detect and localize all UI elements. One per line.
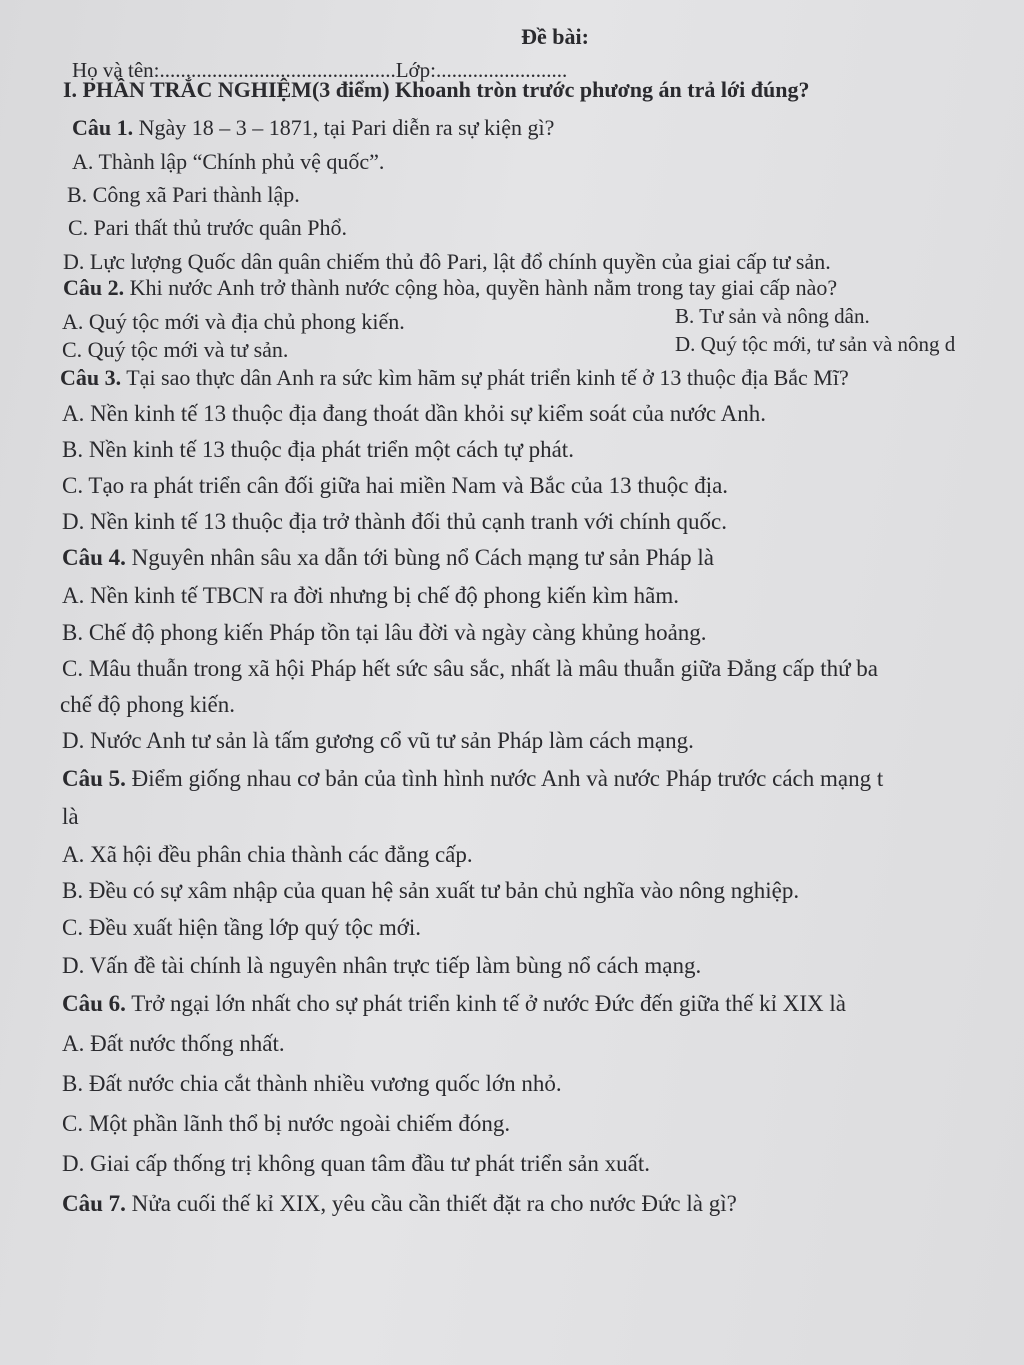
q1-option-b: B. Công xã Pari thành lập. [67,182,300,207]
question-7-text: Nửa cuối thế kỉ XIX, yêu cầu cần thiết đặt ra cho nước Đức là gì? [125,1191,737,1216]
question-5-label: Câu 5. [62,766,126,791]
question-5-text: Điểm giống nhau cơ bản của tình hình nước Anh và nước Pháp trước cách mạng t [125,766,884,791]
q2-option-c: C. Quý tộc mới và tư sản. [62,337,289,362]
q6-option-c: C. Một phần lãnh thổ bị nước ngoài chiếm đóng. [62,1111,511,1136]
question-4-text: Nguyên nhân sâu xa dẫn tới bùng nổ Cách mạng tư sản Pháp là [125,545,714,570]
question-7-label: Câu 7. [62,1191,126,1216]
q4-option-a: A. Nền kinh tế TBCN ra đời nhưng bị chế độ phong kiến kìm hãm. [62,583,680,608]
question-6-text: Trở ngại lớn nhất cho sự phát triển kinh tế ở nước Đức đến giữa thế kỉ XIX là [125,991,846,1016]
q2-option-b: B. Tư sản và nông dân. [675,304,870,328]
q6-option-b: B. Đất nước chia cắt thành nhiều vương quốc lớn nhỏ. [62,1071,562,1096]
q1-option-c: C. Pari thất thủ trước quân Phổ. [68,215,347,240]
q1-option-a: A. Thành lập “Chính phủ vệ quốc”. [72,149,385,174]
question-1 [72,114,554,142]
q3-option-c: C. Tạo ra phát triển cân đối giữa hai miền Nam và Bắc của 13 thuộc địa. [62,473,729,498]
q3-option-b: B. Nền kinh tế 13 thuộc địa phát triển một cách tự phát. [62,437,574,462]
question-2-text: Khi nước Anh trở thành nước cộng hòa, quyền hành nằm trong tay giai cấp nào? [124,275,838,300]
section-heading: I. PHẦN TRẮC NGHIỆM(3 điểm) Khoanh tròn trước phương án trả lới đúng? [63,77,810,102]
q4-option-d: D. Nước Anh tư sản là tấm gương cổ vũ tư sản Pháp làm cách mạng. [62,728,694,753]
q2-option-a: A. Quý tộc mới và địa chủ phong kiến. [62,309,405,334]
student-info-line: Họ và tên:.............................................Lớp:......................... [72,58,568,82]
question-3 [60,364,849,392]
question-7 [62,1190,737,1218]
q3-option-a: A. Nền kinh tế 13 thuộc địa đang thoát dần khỏi sự kiểm soát của nước Anh. [62,401,766,426]
question-1-text: Ngày 18 – 3 – 1871, tại Pari diễn ra sự kiện gì? [133,115,555,140]
question-2 [63,274,837,302]
q4-option-c-continued: chế độ phong kiến. [60,692,236,717]
question-5-continuation: là [62,804,79,829]
question-4 [62,544,714,572]
question-6-label: Câu 6. [62,991,126,1016]
q2-option-d: D. Quý tộc mới, tư sản và nông d [675,332,956,356]
question-4-label: Câu 4. [62,545,126,570]
question-3-label: Câu 3. [60,365,122,390]
question-3-text: Tại sao thực dân Anh ra sức kìm hãm sự phát triển kinh tế ở 13 thuộc địa Bắc Mĩ? [121,365,849,390]
question-2-label: Câu 2. [63,275,125,300]
q1-option-d: D. Lực lượng Quốc dân quân chiếm thủ đô Pari, lật đổ chính quyền của giai cấp tư sản. [63,249,831,274]
q5-option-c: C. Đều xuất hiện tầng lớp quý tộc mới. [62,915,422,940]
page-title: Đề bài: [521,24,589,49]
q5-option-d: D. Vấn đề tài chính là nguyên nhân trực tiếp làm bùng nổ cách mạng. [62,953,702,978]
q4-option-b: B. Chế độ phong kiến Pháp tồn tại lâu đời và ngày càng khủng hoảng. [62,620,707,645]
q4-option-c: C. Mâu thuẫn trong xã hội Pháp hết sức sâu sắc, nhất là mâu thuẫn giữa Đẳng cấp thứ ba [62,656,879,681]
q5-option-b: B. Đều có sự xâm nhập của quan hệ sản xuất tư bản chủ nghĩa vào nông nghiệp. [62,878,800,903]
q3-option-d: D. Nền kinh tế 13 thuộc địa trở thành đối thủ cạnh tranh với chính quốc. [62,509,727,534]
q6-option-d: D. Giai cấp thống trị không quan tâm đầu tư phát triển sản xuất. [62,1151,650,1176]
question-5 [62,765,883,793]
question-6 [62,990,846,1018]
question-1-label: Câu 1. [72,115,134,140]
q5-option-a: A. Xã hội đều phân chia thành các đẳng cấp. [62,842,473,867]
q6-option-a: A. Đất nước thống nhất. [62,1031,285,1056]
